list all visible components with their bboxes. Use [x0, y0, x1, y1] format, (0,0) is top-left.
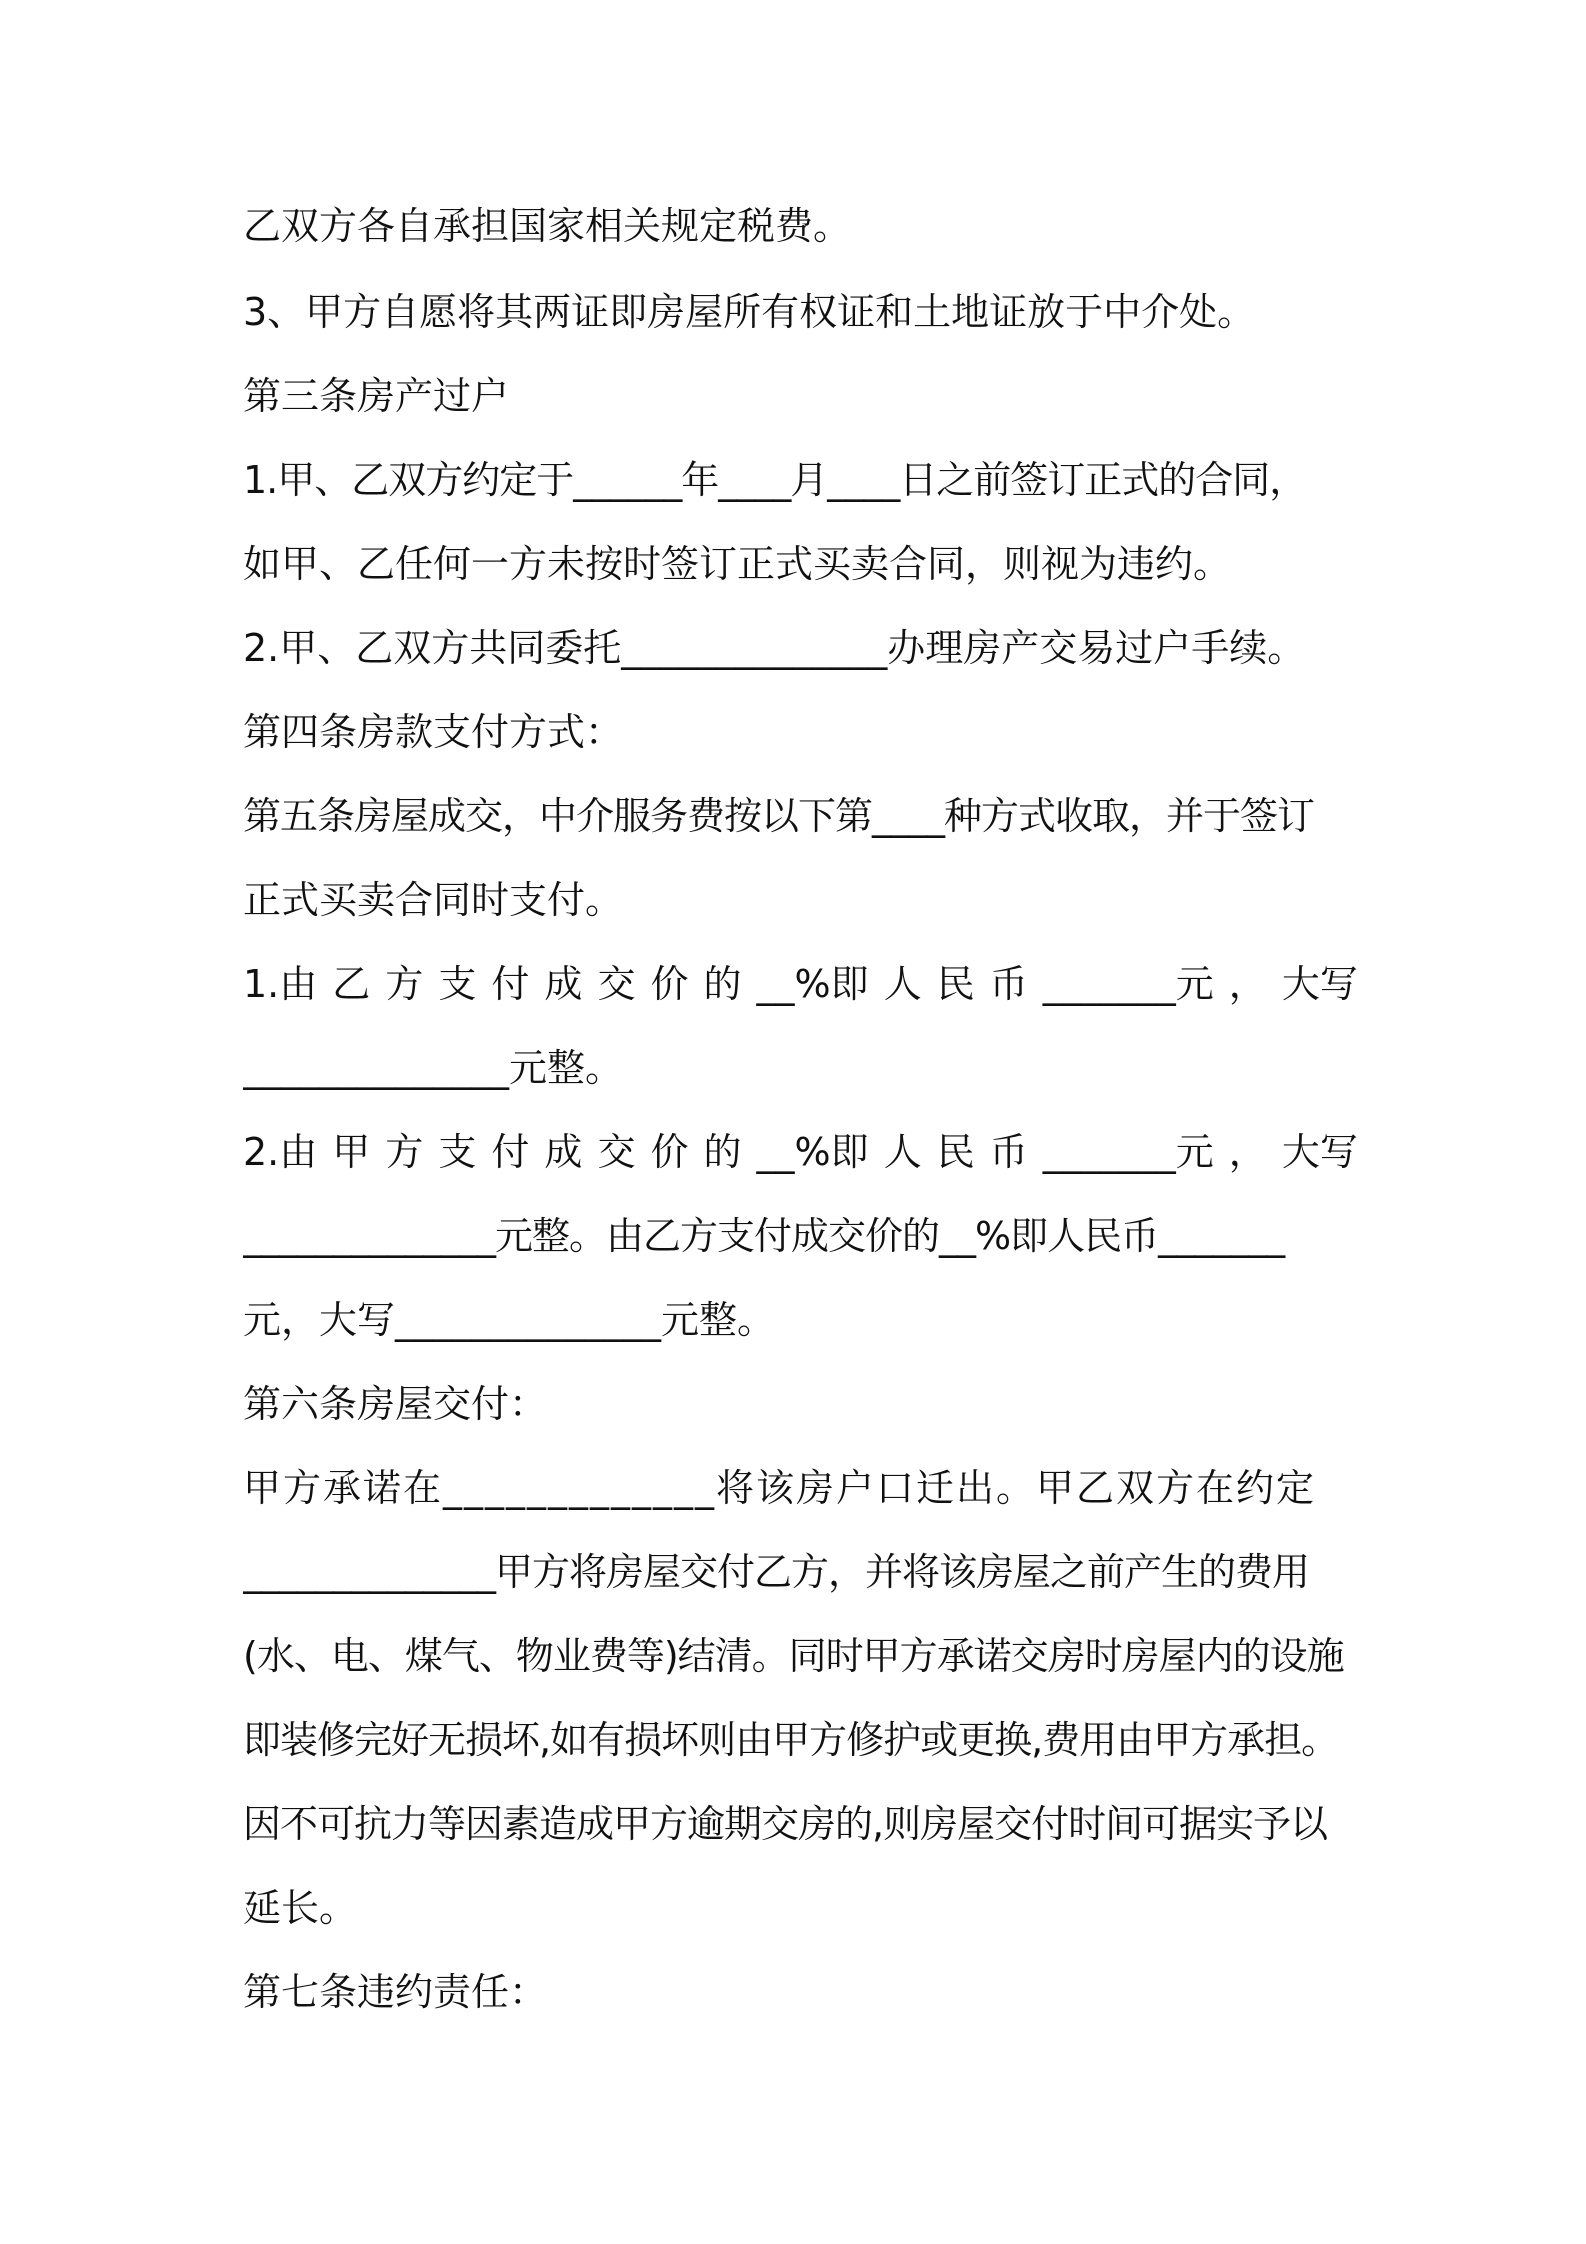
- section-heading-6: 第六条房屋交付：: [243, 1382, 548, 1426]
- text-line-8: 第五条房屋成交，中介服务费按以下第____种方式收取，并于签订: [243, 794, 1315, 838]
- section-heading-4: 第四条房款支付方式：: [243, 710, 624, 754]
- word: ，: [1228, 962, 1267, 1006]
- text-line-17: ______________甲方将房屋交付乙方，并将该房屋之前产生的费用: [243, 1550, 1310, 1594]
- word: 1.由: [243, 962, 318, 1006]
- word: 币: [989, 962, 1028, 1006]
- section-heading-7: 第七条违约责任：: [243, 1970, 548, 2014]
- text-line-11: ______________元整。: [243, 1046, 624, 1090]
- word: 支: [438, 962, 477, 1006]
- text-line-4: 1.甲、乙双方约定于______年____月____日之前签订正式的合同，: [243, 458, 1307, 502]
- text-line-20: 因不可抗力等因素造成甲方逾期交房的,则房屋交付时间可据实予以: [243, 1802, 1328, 1846]
- word: 价: [650, 962, 689, 1006]
- word: 2.由: [243, 1130, 318, 1174]
- word: 人: [883, 962, 922, 1006]
- text-line-21: 延长。: [243, 1886, 358, 1930]
- word: _______元: [1042, 1130, 1214, 1174]
- section-heading-3: 第三条房产过户: [243, 374, 510, 418]
- word: 付: [491, 1130, 530, 1174]
- text-line-9: 正式买卖合同时支付。: [243, 878, 624, 922]
- text-line-2: 3、甲方自愿将其两证即房屋所有权证和土地证放于中介处。: [243, 290, 1256, 334]
- word: __%即: [756, 962, 869, 1006]
- word: 成: [544, 1130, 583, 1174]
- word: _______元: [1042, 962, 1214, 1006]
- word: 币: [989, 1130, 1028, 1174]
- word: __%即: [756, 1130, 869, 1174]
- word: 大写: [1281, 1130, 1358, 1174]
- word: 成: [544, 962, 583, 1006]
- text-line-10: [243, 948, 1358, 1020]
- word: 付: [491, 962, 530, 1006]
- word: 乙: [332, 962, 371, 1006]
- word: 价: [650, 1130, 689, 1174]
- word: 民: [936, 962, 975, 1006]
- text-line-5: 如甲、乙任何一方未按时签订正式买卖合同，则视为违约。: [243, 542, 1232, 586]
- word: 甲: [332, 1130, 371, 1174]
- text-line-6: 2.甲、乙双方共同委托______________办理房产交易过户手续。: [243, 626, 1306, 670]
- text-line-18: (水、电、煤气、物业费等)结清。同时甲方承诺交房时房屋内的设施: [243, 1634, 1344, 1678]
- text-line-13: ______________元整。由乙方支付成交价的__%即人民币_______: [243, 1214, 1285, 1258]
- word: 支: [438, 1130, 477, 1174]
- text-line-12: [243, 1116, 1358, 1188]
- word: 民: [936, 1130, 975, 1174]
- word: 方: [385, 962, 424, 1006]
- text-line-1: 乙双方各自承担国家相关规定税费。: [243, 204, 852, 248]
- word: 方: [385, 1130, 424, 1174]
- text-line-19: 即装修完好无损坏,如有损坏则由甲方修护或更换,费用由甲方承担。: [243, 1718, 1339, 1762]
- text-line-14: 元，大写______________元整。: [243, 1298, 776, 1342]
- word: 人: [883, 1130, 922, 1174]
- word: ，: [1228, 1130, 1267, 1174]
- word: 交: [597, 962, 636, 1006]
- word: 大写: [1281, 962, 1358, 1006]
- word: 的: [703, 962, 742, 1006]
- word: 交: [597, 1130, 636, 1174]
- text-line-16: 甲方承诺在_____________将该房户口迁出。甲乙双方在约定: [243, 1466, 1317, 1510]
- word: 的: [703, 1130, 742, 1174]
